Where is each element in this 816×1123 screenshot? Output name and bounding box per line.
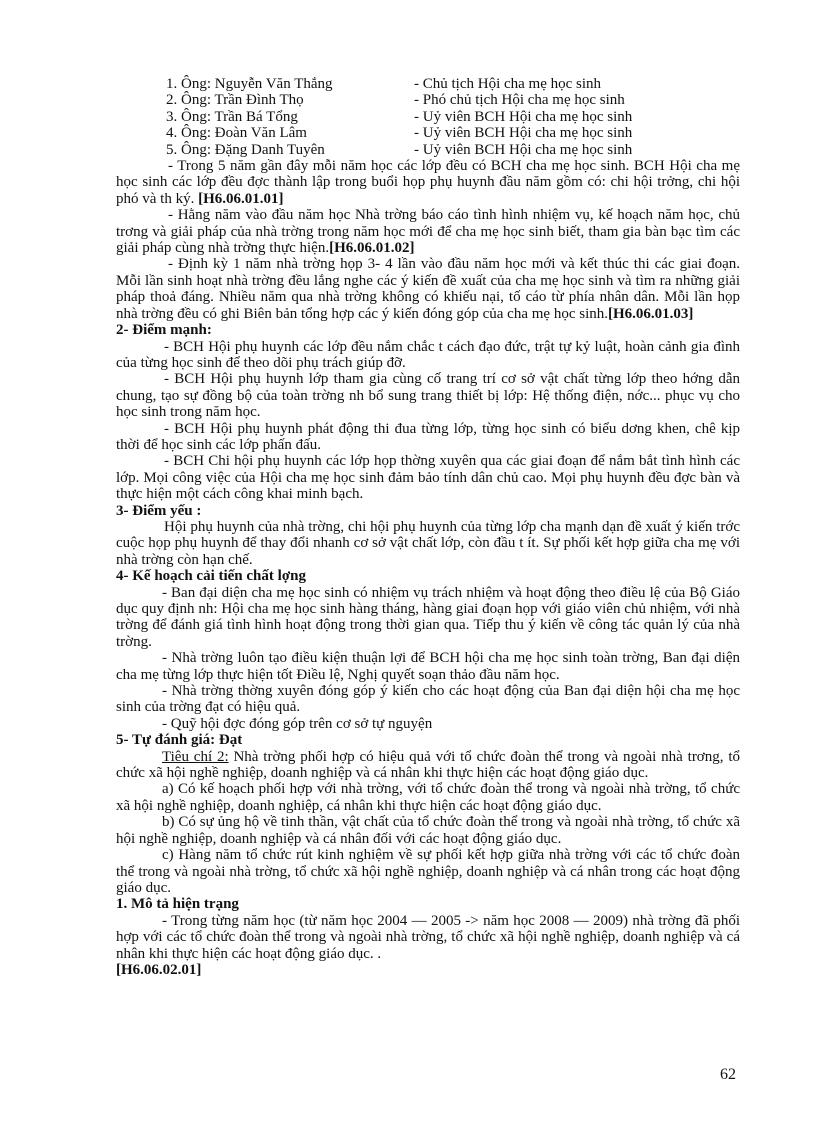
paragraph: - BCH Chi hội phụ huynh các lớp họp thờng xuyên qua các giai đoạn để nắm bắt tình hình các lớp. Mọi công việc của Hội cha mẹ học sinh đảm bảo tính dân chủ cao. Mọi phụ huynh đều đợc bàn và thực hiện một cách công khai minh bạch. xyxy=(116,453,740,503)
member-name: 5. Ông: Đặng Danh Tuyên xyxy=(166,141,325,158)
criterion-item: c) Hàng năm tổ chức rút kinh nghiệm về sự phối kết hợp giữa nhà trờng với các tổ chức đoàn thể trong và ngoài nhà trờng, tổ chức xã hội nghề nghiệp, doanh nghiệp và cá nhân trong các hoạt động giáo dục. xyxy=(116,847,740,896)
criterion-paragraph: Tiêu chí 2: Nhà trờng phối hợp có hiệu quả với tổ chức đoàn thể trong và ngoài nhà trơng, tổ chức xã hội nghề nghiệp, doanh nghiệp và cá nhân khi thực hiện các hoạt động giáo dục. xyxy=(116,748,740,782)
member-list xyxy=(116,76,740,158)
member-role: - Uỷ viên BCH Hội cha mẹ học sinh xyxy=(414,108,633,125)
member-row xyxy=(116,142,740,158)
member-name: 4. Ông: Đoàn Văn Lâm xyxy=(166,125,307,142)
page-number: 62 xyxy=(720,1066,736,1083)
section-heading-self-assessment: 5- Tự đánh giá: Đạt xyxy=(116,732,243,749)
section-heading-strengths: 2- Điểm mạnh: xyxy=(116,322,212,339)
intro-paragraph: - Trong 5 năm gần đây mỗi năm học các lớp đều có BCH cha mẹ học sinh. BCH Hội cha mẹ học sinh các lớp đều đợc thành lập trong buổi họp phụ huynh đầu năm gồm có: chi hội trởng, chi hội phó và th ký. [H6.06.01.01] xyxy=(116,158,740,207)
paragraph: - BCH Hội phụ huynh phát động thi đua từng lớp, từng học sinh có biểu dơng khen, chê kịp thời để học sinh các lớp phấn đấu. xyxy=(116,420,740,453)
section-heading-weaknesses: 3- Điểm yếu : xyxy=(116,502,202,519)
evidence-ref: [H6.06.01.01] xyxy=(198,190,284,207)
paragraph: - BCH Hội phụ huynh các lớp đều nắm chắc t cách đạo đức, trật tự kỷ luật, hoàn cảnh gia đình của từng học sinh để theo dõi phụ trách giúp đỡ. xyxy=(116,338,740,371)
member-name: 1. Ông: Nguyễn Văn Thắng xyxy=(166,76,333,92)
member-role: - Chủ tịch Hội cha mẹ học sinh xyxy=(414,76,602,92)
paragraph: - Ban đại diện cha mẹ học sinh có nhiệm vụ trách nhiệm và hoạt động theo điều lệ của Bộ Giáo dục quy định nh: Hội cha mẹ học sinh hàng tháng, hàng giai đoạn họp với giáo viên chủ nhiệm, với nhà trờng để đánh giá tình hình hoạt động trong thời gian qua. Tiếp thu ý kiến về công tác quản lý của nhà trờng. xyxy=(116,584,740,650)
member-row xyxy=(116,76,740,92)
section-heading-improvement-plan: 4- Kế hoạch cải tiến chất lợng xyxy=(116,568,306,585)
paragraph: Hội phụ huynh của nhà trờng, chi hội phụ huynh của từng lớp cha mạnh dạn đề xuất ý kiến trớc cuộc họp phụ huynh để thay đổi nhanh cơ sở vật chất lớp, còn đầu t ít. Sự phối kết hợp giữa cha mẹ với nhà trờng còn hạn chế. xyxy=(116,518,740,568)
paragraph: - Quỹ hội đợc đóng góp trên cơ sở tự nguyện xyxy=(162,715,433,732)
paragraph: - Nhà trờng thờng xuyên đóng góp ý kiến cho các hoạt động của Ban đại diện hội cha mẹ học sinh của trờng đạt có hiệu quả. xyxy=(116,683,740,716)
criterion-item: b) Có sự ủng hộ về tinh thần, vật chất của tổ chức đoàn thể trong và ngoài nhà trờng, tổ chức xã hội nghề nghiệp, doanh nghiệp và cá nhân đối với các hoạt động giáo dục. xyxy=(116,814,740,847)
intro-paragraph: - Định kỳ 1 năm nhà trờng họp 3- 4 lần vào đầu năm học mới và kết thúc thi các giai đoạn. Mỗi lần sinh hoạt nhà trờng đều lắng nghe các ý kiến đề xuất của cha mẹ học sinh và tìm ra những giải pháp thoả đáng. Nhiều năm qua nhà trờng không có khiếu nại, tố cáo từ phía nhân dân. Mỗi lần họp nhà trờng đều có ghi Biên bản tổng hợp các ý kiến đóng góp của cha mẹ học sinh.[H6.06.01.03] xyxy=(116,256,740,322)
evidence-ref: [H6.06.02.01] xyxy=(116,961,202,978)
member-name: 2. Ông: Trần Đình Thọ xyxy=(166,92,304,109)
member-row xyxy=(116,92,740,108)
paragraph: - Nhà trờng luôn tạo điều kiện thuận lợi để BCH hội cha mẹ học sinh toàn trờng, Ban đại diện cha mẹ từng lớp thực hiện tốt Điều lệ, Nghị quyết soạn thảo đầu năm học. xyxy=(116,650,740,683)
member-row xyxy=(116,125,740,141)
page-content xyxy=(116,76,740,978)
criterion-label: Tiêu chí 2: xyxy=(162,748,229,765)
intro-paragraph: - Hằng năm vào đầu năm học Nhà trờng báo cáo tình hình nhiệm vụ, kế hoạch năm học, chủ trơng và giải pháp của nhà trờng trong năm học mới để cha mẹ học sinh biết, tham gia bàn bạc tìm các giải pháp cùng nhà trờng thực hiện.[H6.06.01.02] xyxy=(116,207,740,257)
paragraph: - Trong từng năm học (từ năm học 2004 — 2005 -> năm học 2008 — 2009) nhà trờng đã phối hợp với các tổ chức đoàn thể trong và ngoài nhà trờng, tổ chức xã hội nghề nghiệp, doanh nghiệp và cá nhân khi thực hiện các hoạt động giáo dục. . [H6.06.02.01] xyxy=(116,912,740,978)
evidence-ref: [H6.06.01.02] xyxy=(329,240,415,257)
member-role: - Uỷ viên BCH Hội cha mẹ học sinh xyxy=(414,141,633,158)
evidence-ref: [H6.06.01.03] xyxy=(608,305,694,322)
section-heading-current-state: 1. Mô tả hiện trạng xyxy=(116,896,239,913)
member-role: - Uỷ viên BCH Hội cha mẹ học sinh xyxy=(414,125,633,142)
member-name: 3. Ông: Trần Bá Tổng xyxy=(166,108,298,125)
member-row xyxy=(116,109,740,125)
member-role: - Phó chủ tịch Hội cha mẹ học sinh xyxy=(414,92,625,109)
paragraph: - BCH Hội phụ huynh lớp tham gia cùng cố trang trí cơ sở vật chất từng lớp theo hớng dẫn chung, tạo sự đồng bộ của toàn trờng nh bổ sung trang thiết bị lớp: Hệ thống điện, nớc... phục vụ cho học sinh trong năm học. xyxy=(116,371,740,421)
criterion-item: a) Có kế hoạch phối hợp với nhà trờng, với tổ chức đoàn thể trong và ngoài nhà trờng, tổ chức xã hội nghề nghiệp, doanh nghiệp, cá nhân khi thực hiện các hoạt động giáo dục. xyxy=(116,781,740,814)
